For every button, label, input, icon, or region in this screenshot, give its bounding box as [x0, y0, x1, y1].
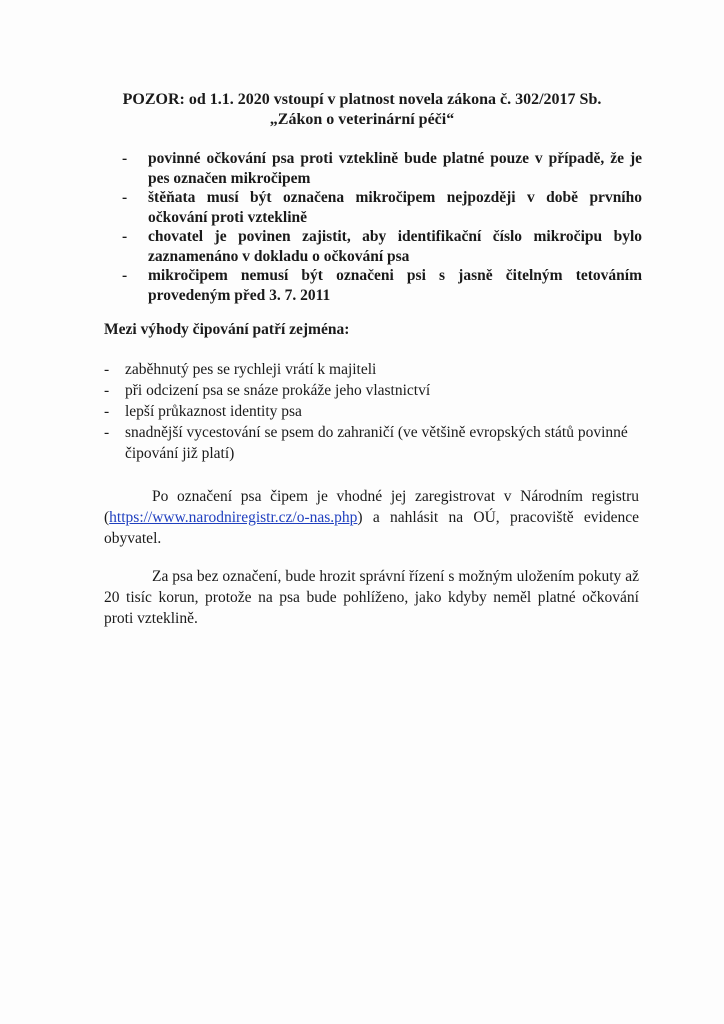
list-dash: -	[104, 424, 110, 441]
benefits-heading: Mezi výhody čipování patří zejména:	[104, 321, 350, 338]
list-dash: -	[122, 267, 128, 284]
list-dash: -	[122, 228, 128, 245]
list-item	[104, 380, 644, 401]
registration-paragraph	[104, 486, 639, 549]
registration-text-before: Po označení psa čipem je vhodné jej zaregistrovat v Národním registru (	[104, 488, 639, 526]
list-item	[104, 359, 644, 380]
list-item	[104, 422, 644, 464]
penalty-paragraph: Za psa bez označení, bude hrozit správní řízení s možným uložením pokuty až 20 tisíc korun, protože na psa bude pohlíženo, jako kdyby neměl platné očkování proti vzteklině.	[104, 568, 639, 627]
list-item-text: povinné očkování psa proti vzteklině bude platné pouze v případě, že je pes označen mikročipem	[148, 150, 642, 187]
registration-text-after: ) a nahlásit na OÚ, pracoviště evidence obyvatel.	[104, 509, 639, 547]
list-item	[104, 401, 644, 422]
list-dash: -	[104, 361, 110, 378]
list-item	[122, 227, 642, 266]
list-item	[122, 188, 642, 227]
list-dash: -	[104, 382, 110, 399]
list-item-text: chovatel je povinen zajistit, aby identifikační číslo mikročipu bylo zaznamenáno v dokladu o očkování psa	[148, 228, 642, 265]
list-item-text: snadnější vycestování se psem do zahraničí (ve většině evropských států povinné čipování již platí)	[125, 424, 628, 462]
list-dash: -	[122, 189, 128, 206]
list-item-text: při odcizení psa se snáze prokáže jeho vlastnictví	[125, 382, 431, 399]
notice-title-line2: „Zákon o veterinární péči“	[269, 111, 455, 128]
list-dash: -	[122, 150, 128, 167]
registry-link[interactable]: https://www.narodniregistr.cz/o-nas.php	[109, 509, 358, 526]
list-item-text: lepší průkaznost identity psa	[125, 403, 302, 420]
list-item-text: mikročipem nemusí být označeni psi s jasně čitelným tetováním provedeným před 3. 7. 2011	[148, 267, 642, 304]
benefits-list	[104, 359, 644, 464]
list-item	[122, 266, 642, 305]
list-item-text: štěňata musí být označena mikročipem nejpozději v době prvního očkování proti vzteklině	[148, 189, 642, 226]
law-changes-list	[122, 149, 642, 305]
list-dash: -	[104, 403, 110, 420]
notice-title-line1: POZOR: od 1.1. 2020 vstoupí v platnost novela zákona č. 302/2017 Sb.	[122, 91, 602, 108]
notice-header	[60, 90, 664, 130]
list-item-text: zaběhnutý pes se rychleji vrátí k majiteli	[125, 361, 377, 378]
list-item	[122, 149, 642, 188]
